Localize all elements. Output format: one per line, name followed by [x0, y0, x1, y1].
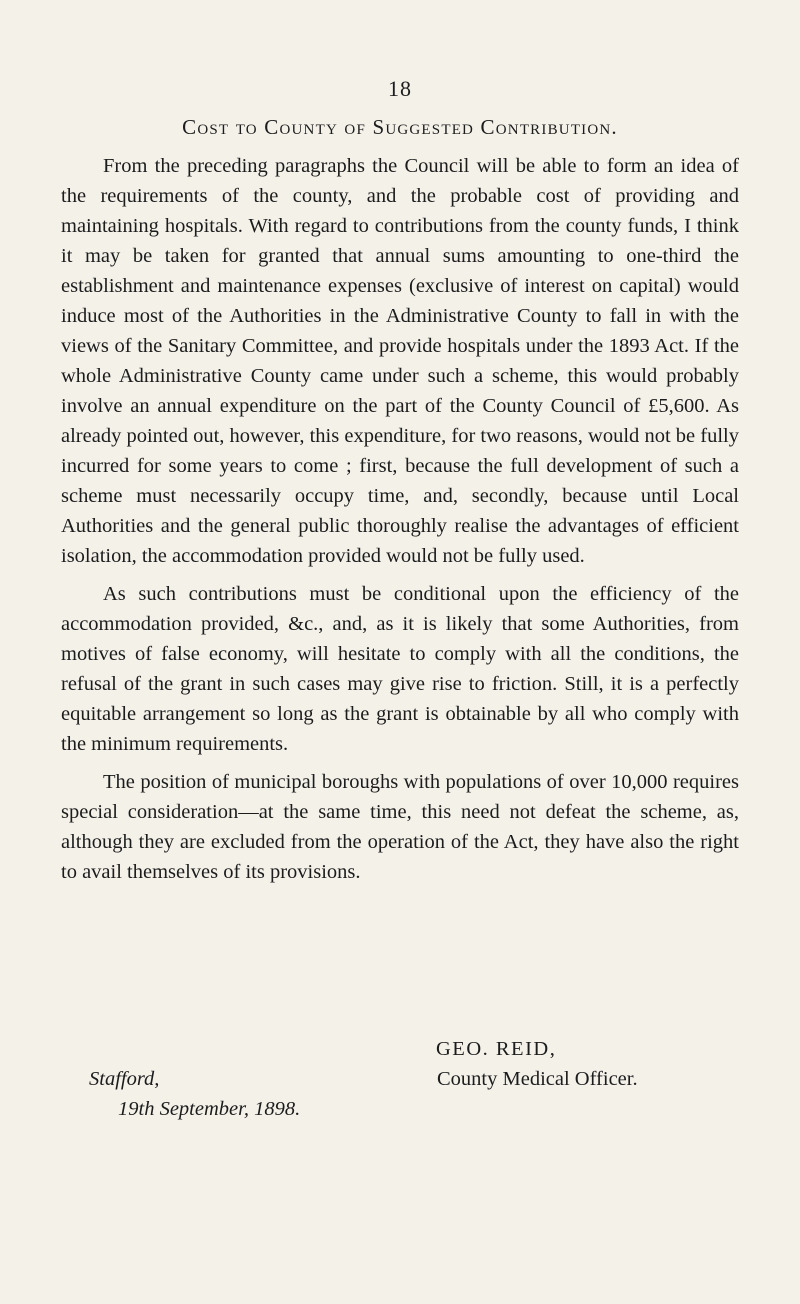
paragraph-1: From the preceding paragraphs the Council will be able to form an idea of the requirements of the county, and the probable cost of providing and maintaining hospitals. With regard to contributions from the county funds, I think it may be taken for granted that annual sums amounting to one-third the establishment and maintenance expenses (exclusive of interest on capital) would induce most of the Authorities in the Administrative County to fall in with the views of the Sanitary Committee, and provide hospitals under the 1893 Act. If the whole Administrative County came under such a scheme, this would probably involve an annual expenditure on the part of the County Council of £5,600. As already pointed out, however, this expenditure, for two reasons, would not be fully incurred for some years to come ; first, because the full development of such a scheme must necessarily occupy time, and, secondly, because until Local Authorities and the general public thoroughly realise the advantages of efficient isolation, the accommodation provided would not be fully used. [61, 155, 739, 567]
paragraph-3: The position of municipal boroughs with populations of over 10,000 requires special consideration—at the same time, this need not defeat the scheme, as, although they are excluded from the operation of the Act, they have also the right to avail themselves of its provisions. [61, 771, 739, 883]
section-heading: Cost to County of Suggested Contribution. [182, 115, 618, 139]
page-number: 18 [388, 76, 412, 101]
signatory-name: GEO. REID, [436, 1038, 557, 1060]
signature-date: 19th September, 1898. [118, 1098, 301, 1120]
signatory-title: County Medical Officer. [437, 1068, 638, 1090]
signature-block [0, 1034, 800, 1154]
signature-place: Stafford, [89, 1068, 160, 1090]
body-text [61, 151, 739, 887]
paragraph-2: As such contributions must be conditional upon the efficiency of the accommodation provided, &c., and, as it is likely that some Authorities, from motives of false economy, will hesitate to comply with all the conditions, the refusal of the grant in such cases may give rise to friction. Still, it is a perfectly equitable arrangement so long as the grant is obtainable by all who comply with the minimum requirements. [61, 583, 739, 755]
